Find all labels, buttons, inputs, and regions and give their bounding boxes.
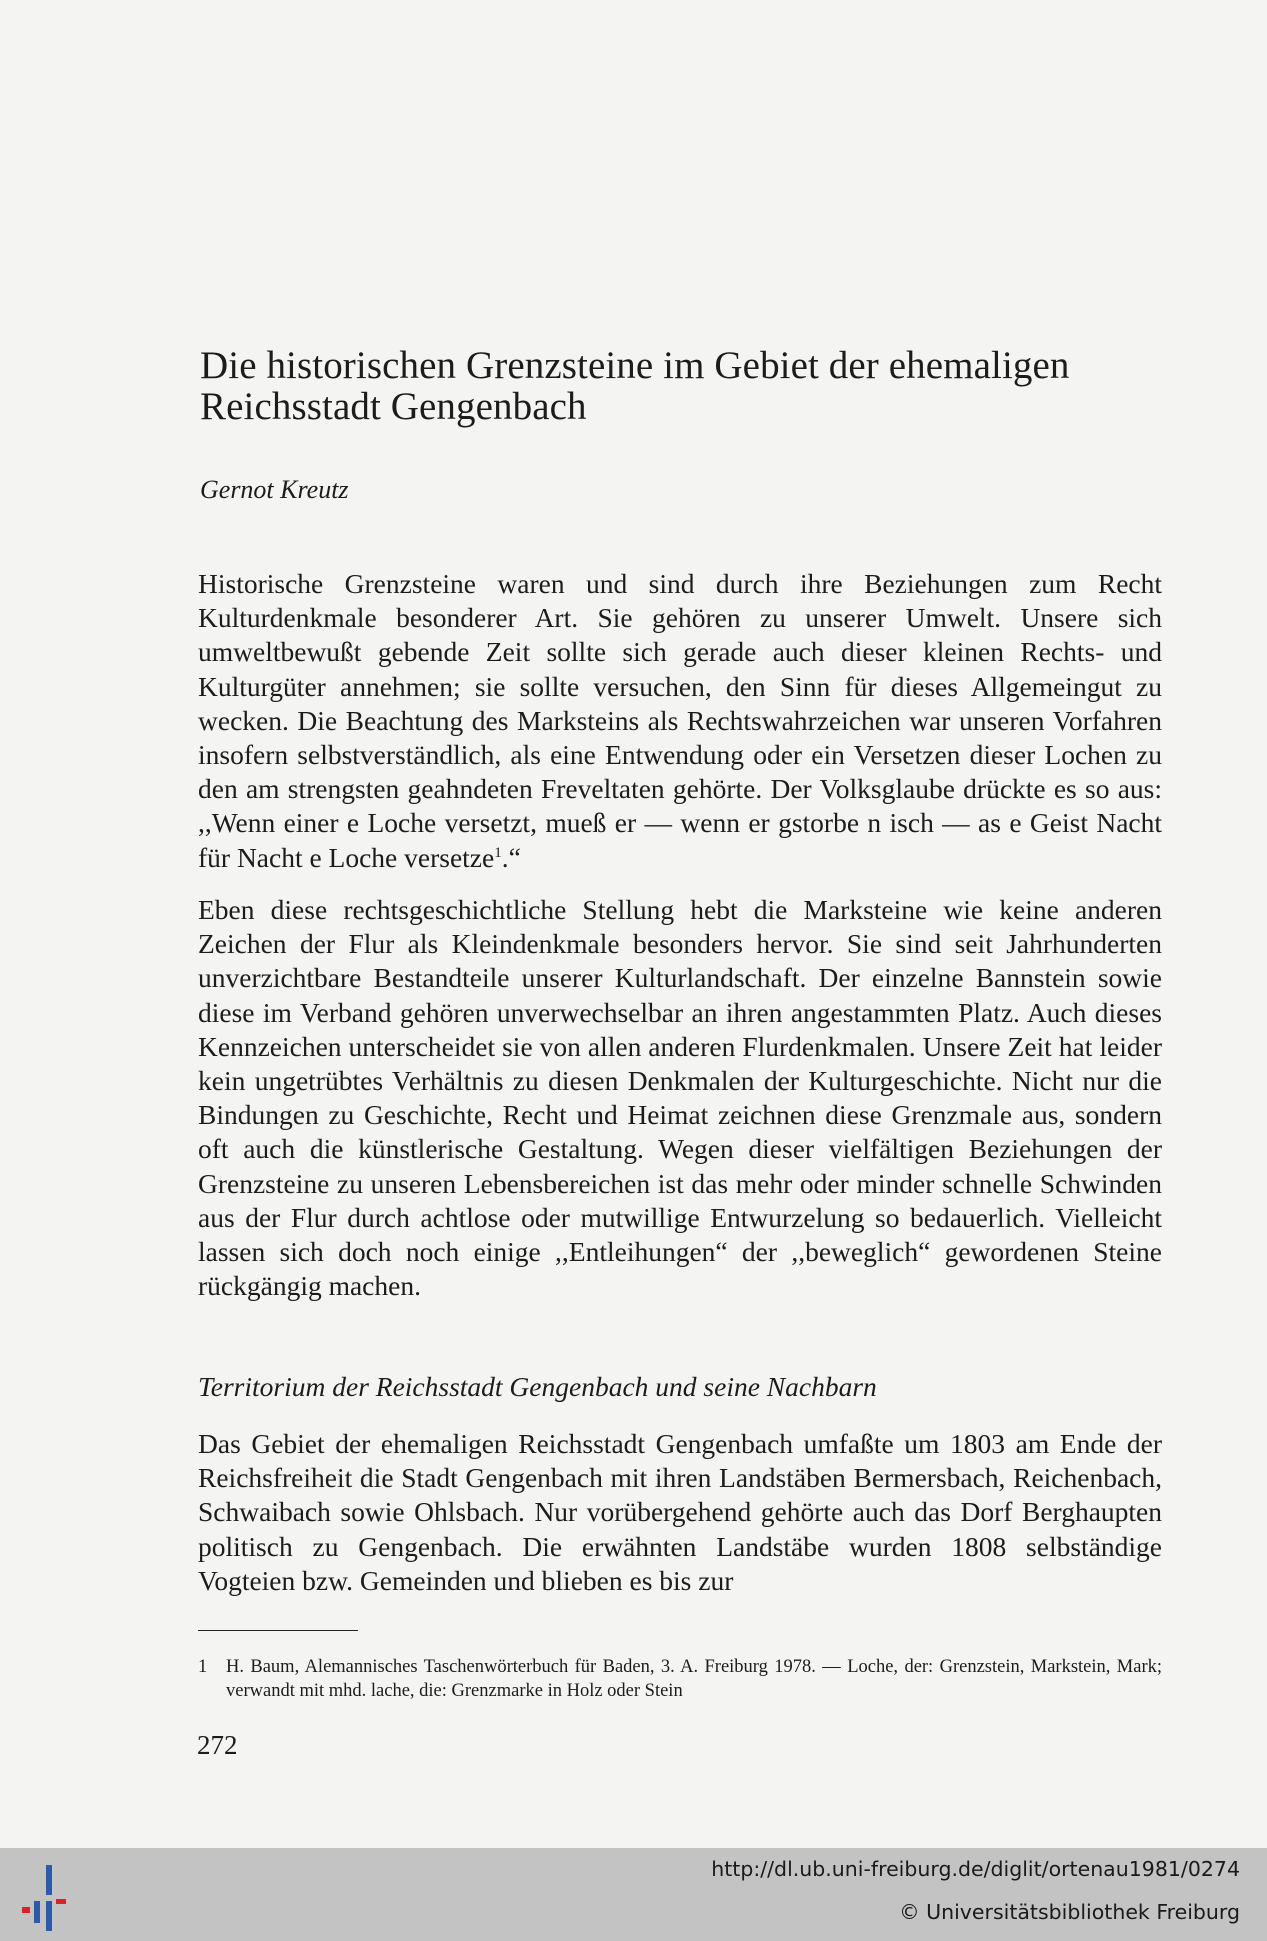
footnote-divider [198, 1630, 358, 1631]
body-paragraph-2: Eben diese rechtsgeschichtliche Stellung hebt die Marksteine wie keine anderen Zeichen der Flur als Kleindenkmale besonders hervor. Sie sind seit Jahrhunderten unverzichtbare Bestandteile unserer Kulturlandschaft. Der einzelne Bannstein sowie diese im Verband gehören unverwechselbar an ihren angestammten Platz. Auch dieses Kennzeichen unterscheidet sie von allen anderen Flurdenkmalen. Unsere Zeit hat leider kein ungetrübtes Verhältnis zu diesen Denkmalen der Kulturgeschichte. Nicht nur die Bindungen zu Geschichte, Recht und Heimat zeichnen diese Grenzmale aus, sondern oft auch die künstlerische Gestaltung. Wegen dieser vielfältigen Beziehungen der Grenzsteine zu unseren Lebensbereichen ist das mehr oder minder schnelle Schwinden aus der Flur durch achtlose oder mutwillige Entwurzelung so bedauerlich. Vielleicht lassen sich doch noch einige ,,Entleihungen“ der ,,beweglich“ gewordenen Steine rückgängig machen. [198, 894, 1162, 1302]
footnote-reference: 1 [494, 844, 502, 861]
section-subheading: Territorium der Reichsstadt Gengenbach und seine Nachbarn [198, 1371, 877, 1402]
paragraph-1-text: Historische Grenzsteine waren und sind durch ihre Beziehungen zum Recht Kulturdenkmale besonderer Art. Sie gehören zu unserer Umwelt. Unsere sich umweltbewußt gebende Zeit sollte sich gerade auch dieser kleinen Rechts- und Kulturgüter annehmen; sie sollte versuchen, den Sinn für dieses Allgemeingut zu wecken. Die Beachtung des Marksteins als Rechtswahrzeichen war unseren Vorfahren insofern selbstverständlich, als eine Entwendung oder ein Versetzen dieser Lochen zu den am strengsten geahndeten Freveltaten gehörte. Der Volksglaube drückte es so aus: ,,Wenn einer e Loche versetzt, mueß er — wenn er gstorbe n isch — as e Geist Nacht für Nacht e Loche versetze [198, 568, 1162, 873]
article-author: Gernot Kreutz [200, 475, 349, 504]
body-paragraph-1 [198, 567, 1162, 875]
ub-freiburg-logo-icon [20, 1863, 80, 1933]
logo-red-mark-left [22, 1907, 30, 1913]
logo-blue-bar-left [34, 1901, 40, 1923]
copyright-notice: © Universitätsbibliothek Freiburg [899, 1900, 1240, 1924]
logo-blue-bar-top [46, 1865, 52, 1895]
article-title [200, 345, 1200, 427]
page-number: 272 [197, 1730, 238, 1760]
logo-red-mark-right [56, 1899, 66, 1904]
footnote-text: H. Baum, Alemannisches Taschenwörterbuch für Baden, 3. A. Freiburg 1978. — Loche, der: Grenzstein, Markstein, Mark; verwandt mit mhd. lache, die: Grenzmarke in Holz oder Stein [226, 1657, 1162, 1701]
body-paragraph-3: Das Gebiet der ehemaligen Reichsstadt Gengenbach umfaßte um 1803 am Ende der Reichsfreiheit die Stadt Gengenbach mit ihren Landstäben Bermersbach, Reichenbach, Schwaibach sowie Ohlsbach. Nur vorübergehend gehörte auch das Dorf Berghaupten politisch zu Gengenbach. Die erwähnten Landstäbe wurden 1808 selbständige Vogteien bzw. Gemeinden und blieben es bis zur [198, 1428, 1162, 1596]
footnote [198, 1655, 1162, 1703]
paragraph-1-closing: .“ [501, 841, 521, 873]
logo-blue-bar-bottom [46, 1901, 52, 1931]
source-url-link[interactable]: http://dl.ub.uni-freiburg.de/diglit/ortenau1981/0274 [711, 1857, 1240, 1881]
footnote-number: 1 [198, 1657, 208, 1677]
title-line-2: Reichsstadt Gengenbach [200, 385, 587, 428]
title-line-1: Die historischen Grenzsteine im Gebiet der ehemaligen [200, 344, 1070, 387]
